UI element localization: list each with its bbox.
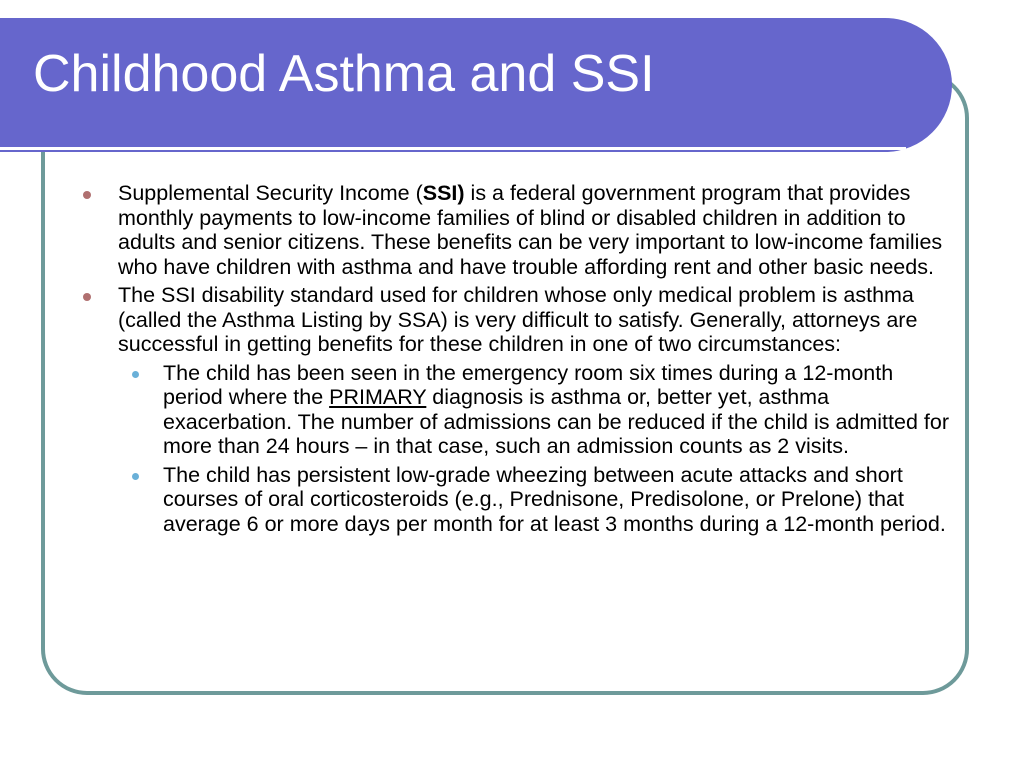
sub-bullet-text-end: diagnosis is asthma or, better yet, asthma exacerbation. The number of admissions can be reduced if the child is admitted for more than 24 hours – in that case, such an admission counts as 2 visits. — [163, 385, 949, 458]
slide-title: Childhood Asthma and SSI — [33, 45, 655, 103]
bullet-dot-icon — [83, 191, 91, 199]
sub-bullet-item — [0, 463, 953, 537]
bullet-text: The SSI disability standard used for children whose only medical problem is asthma (called the Asthma Listing by SSA) is very difficult to satisfy. Generally, attorneys are successful in getting benefits for these children in one of two circumstances: — [118, 283, 918, 356]
sub-bullet-text-underlined: PRIMARY — [329, 385, 427, 409]
slide-body — [0, 181, 1024, 540]
bullet-item — [0, 181, 948, 279]
sub-bullet-dot-icon — [132, 371, 139, 378]
sub-bullet-text: The child has persistent low-grade wheezing between acute attacks and short courses of oral corticosteroids (e.g., Prednisone, Predisolone, or Prelone) that average 6 or more days per month for at least 3 months during a 12-month period. — [163, 462, 946, 536]
bullet-item — [0, 283, 948, 357]
title-underline-rule — [0, 147, 906, 150]
sub-bullet-item — [0, 361, 953, 459]
bullet-text-end: is a federal government program that provides monthly payments to low-income families of blind or disabled children in addition to adults and senior citizens. These benefits can be very important to low-income families who have children with asthma and have trouble affording rent and other basic needs. — [118, 181, 943, 279]
bullet-text-bold: SSI) — [422, 181, 465, 205]
sub-bullet-text-start: The child has been seen in the emergency room six times during a 12-month period where the — [163, 360, 894, 409]
sub-bullet-dot-icon — [132, 473, 139, 480]
bullet-dot-icon — [83, 293, 91, 301]
bullet-text-start: Supplemental Security Income ( — [118, 181, 423, 205]
